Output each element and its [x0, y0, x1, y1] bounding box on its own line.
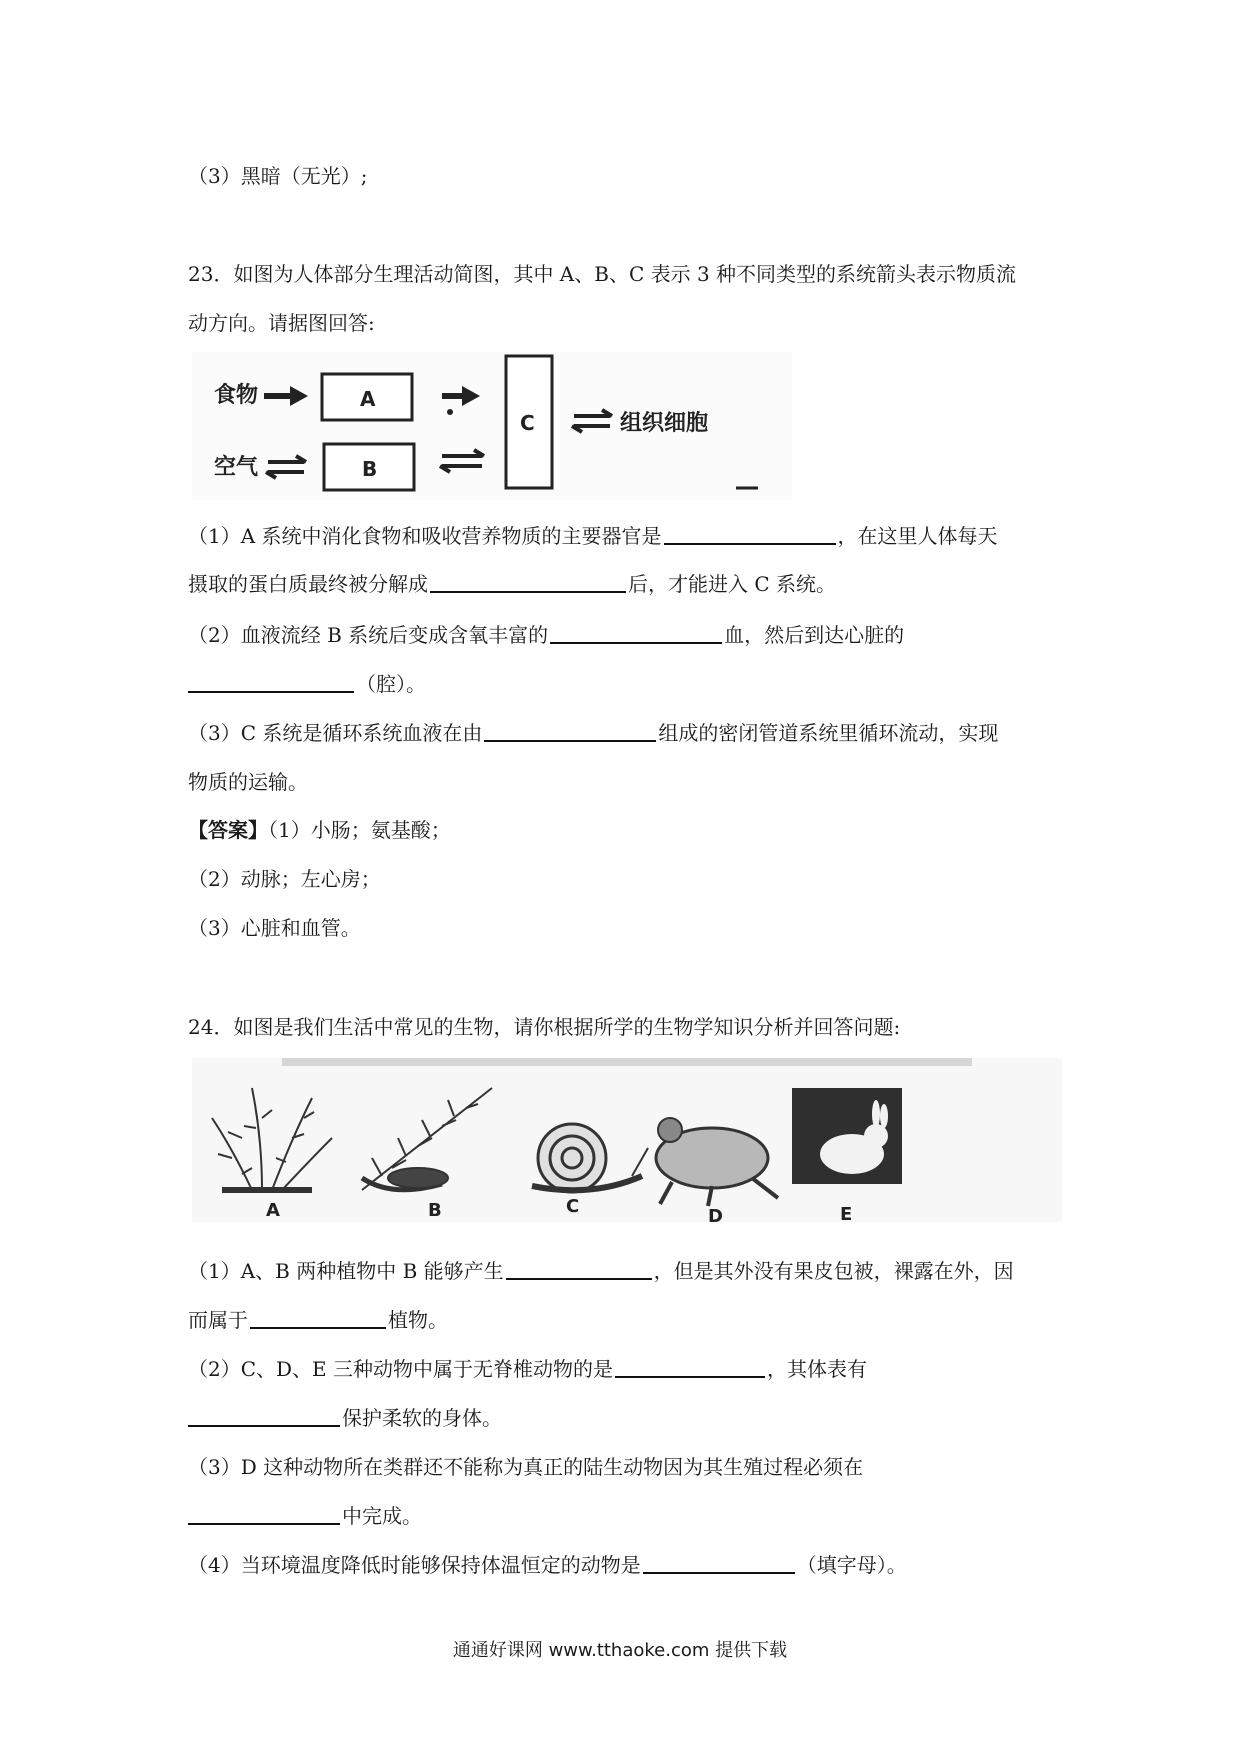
diagram-label-food: 食物 — [214, 383, 259, 408]
answer-blank[interactable] — [615, 1358, 765, 1378]
q23-physiology-diagram — [192, 352, 792, 500]
rabbit-icon — [792, 1088, 902, 1184]
q23-part3-line1: （3）C 系统是循环系统血液在由 组成的密闭管道系统里循环流动，实现 — [188, 721, 999, 745]
answer-blank[interactable] — [430, 573, 626, 593]
answer-blank[interactable] — [188, 1407, 340, 1427]
q23-part3-line2: 物质的运输。 — [188, 770, 308, 794]
q24-part3-line2: 中完成。 — [188, 1504, 1068, 1528]
diagram-label-tissue-cells: 组织细胞 — [620, 411, 709, 436]
label-b: B — [428, 1200, 442, 1221]
answer-blank[interactable] — [643, 1554, 795, 1574]
box-b-label: B — [362, 457, 378, 481]
q24-part1-line1: （1）A、B 两种植物中 B 能够产生 ，但是其外没有果皮包被，裸露在外，因 — [188, 1259, 1014, 1283]
label-e: E — [840, 1204, 853, 1222]
q24-part2-line2: 保护柔软的身体。 — [188, 1406, 1068, 1430]
q23-answer-line1: 【答案】（1）小肠；氨基酸； — [188, 818, 451, 842]
answer-blank[interactable] — [664, 525, 836, 545]
q24-part3-line1: （3）D 这种动物所在类群还不能称为真正的陆生动物因为其生殖过程必须在 — [188, 1455, 864, 1479]
q23-part2-line1: （2）血液流经 B 系统后变成含氧丰富的 血，然后到达心脏的 — [188, 623, 905, 647]
q23-answer-line3: （3）心脏和血管。 — [188, 916, 361, 940]
previous-answer-line: （3）黑暗（无光）; — [188, 164, 368, 188]
answer-blank[interactable] — [484, 722, 656, 742]
q24-organisms-figure — [192, 1058, 1062, 1222]
q23-answer-line2: （2）动脉；左心房； — [188, 867, 381, 891]
box-c-label: C — [520, 411, 535, 435]
diagram-label-air: 空气 — [214, 455, 259, 480]
q23-part1-line1: （1）A 系统中消化食物和吸收营养物质的主要器官是 ，在这里人体每天 — [188, 524, 998, 548]
q23-intro-line-2: 动方向。请据图回答: — [188, 311, 375, 335]
answer-blank[interactable] — [550, 624, 722, 644]
q24-intro-line: 24．如图是我们生活中常见的生物，请你根据所学的生物学知识分析并回答问题: — [188, 1015, 901, 1039]
q24-part1-line2: 而属于 植物。 — [188, 1308, 448, 1332]
answer-blank[interactable] — [250, 1309, 386, 1329]
q23-intro-line-1: 23．如图为人体部分生理活动简图，其中 A、B、C 表示 3 种不同类型的系统箭头表示物质流 — [188, 262, 1017, 286]
box-a-label: A — [360, 387, 376, 411]
answer-blank[interactable] — [188, 673, 354, 693]
page-footer: 通通好课网 www.tthaoke.com 提供下载 — [452, 1640, 788, 1661]
answer-blank[interactable] — [188, 1505, 340, 1525]
q23-part1-line2: 摄取的蛋白质最终被分解成 后，才能进入 C 系统。 — [188, 572, 837, 596]
q24-part2-line1: （2）C、D、E 三种动物中属于无脊椎动物的是 ，其体表有 — [188, 1357, 868, 1381]
label-c: C — [566, 1196, 580, 1217]
answer-blank[interactable] — [506, 1260, 652, 1280]
label-a: A — [266, 1200, 280, 1221]
label-d: D — [708, 1206, 723, 1222]
q23-part2-line2: （腔）。 — [188, 672, 1068, 696]
q24-part4-line: （4）当环境温度降低时能够保持体温恒定的动物是 （填字母）。 — [188, 1553, 907, 1577]
